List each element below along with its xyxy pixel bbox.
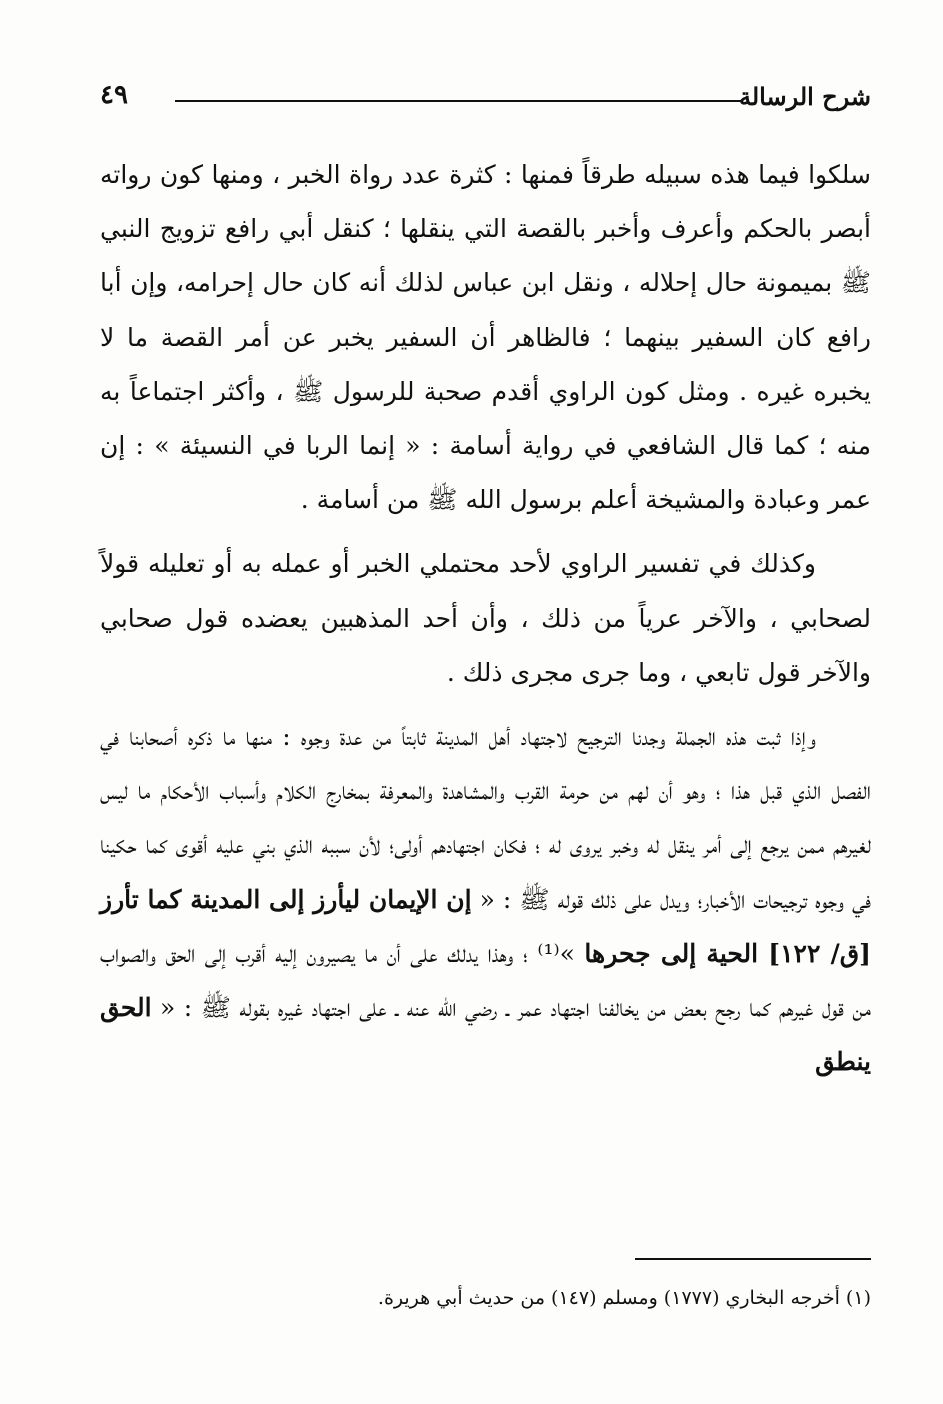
body-text [100, 148, 871, 1089]
page-header [100, 78, 871, 122]
paragraph-3-text-middle: »⁽¹⁾ ؛ وهذا يدلك على أن ما يصيرون إليه أقرب إلى الحق والصواب من قول غيرهم كما رجح بعض من يخالفنا اجتهاد عمر ـ رضي الله عنه ـ على اجتهاد غيره بقوله ﷺ : « [100, 938, 871, 1023]
header-rule [175, 100, 741, 102]
running-title: شرح الرسالة [738, 82, 871, 111]
page-number: ٤٩ [100, 80, 128, 110]
paragraph-3-text-start: وإذا ثبت هذه الجملة وجدنا الترجيح لاجتهاد أهل المدينة ثابتاً من عدة وجوه : منها ما ذكره أصحابنا في الفصل الذي قبل هذا ؛ وهو أن لهم من حرمة القرب والمشاهدة والمعرفة بمخارج الكلام وأسباب الأحكام ما ليس لغيرهم ممن يرجع إلى أمر ينقل له وخبر يروى له ؛ فكان اجتهادهم أولى؛ لأن سببه الذي بني عليه أقوى كما حكينا في وجوه ترجيحات الأخبار؛ ويدل على ذلك قوله ﷺ : « [100, 722, 871, 914]
paragraph-2: وكذلك في تفسير الراوي لأحد محتملي الخبر أو عمله به أو تعليله قولاً لصحابي ، والآخر عرياً من ذلك ، وأن أحد المذهبين يعضده قول صحابي والآخر قول تابعي ، وما جرى مجرى ذلك . [100, 549, 871, 687]
hadith-quote-2: الحق ينطق [100, 993, 871, 1077]
footnote-rule [635, 1258, 871, 1260]
hadith-quote-1: إن الإيمان ليأرز إلى المدينة كما تأرز [ق/ ١٢٢] الحية إلى جحرها [100, 884, 871, 968]
paragraph-3 [100, 710, 871, 1089]
footnote: (١) أخرجه البخاري (١٧٧٧) ومسلم (١٤٧) من حديث أبي هريرة. [377, 1287, 871, 1309]
paragraph-1: سلكوا فيما هذه سبيله طرقاً فمنها : كثرة عدد رواة الخبر ، ومنها كون رواته أبصر بالحكم وأعرف وأخبر بالقصة التي ينقلها ؛ كنقل أبي رافع تزويج النبي ﷺ بميمونة حال إحلاله ، ونقل ابن عباس لذلك أنه كان حال إحرامه، وإن أبا رافع كان السفير بينهما ؛ فالظاهر أن السفير يخبر عن أمر القصة ما لا يخبره غيره . ومثل كون الراوي أقدم صحبة للرسول ﷺ ، وأكثر اجتماعاً به منه ؛ كما قال الشافعي في رواية أسامة : « إنما الربا في النسيئة » : إن عمر وعبادة والمشيخة أعلم برسول الله ﷺ من أسامة . [100, 160, 871, 515]
